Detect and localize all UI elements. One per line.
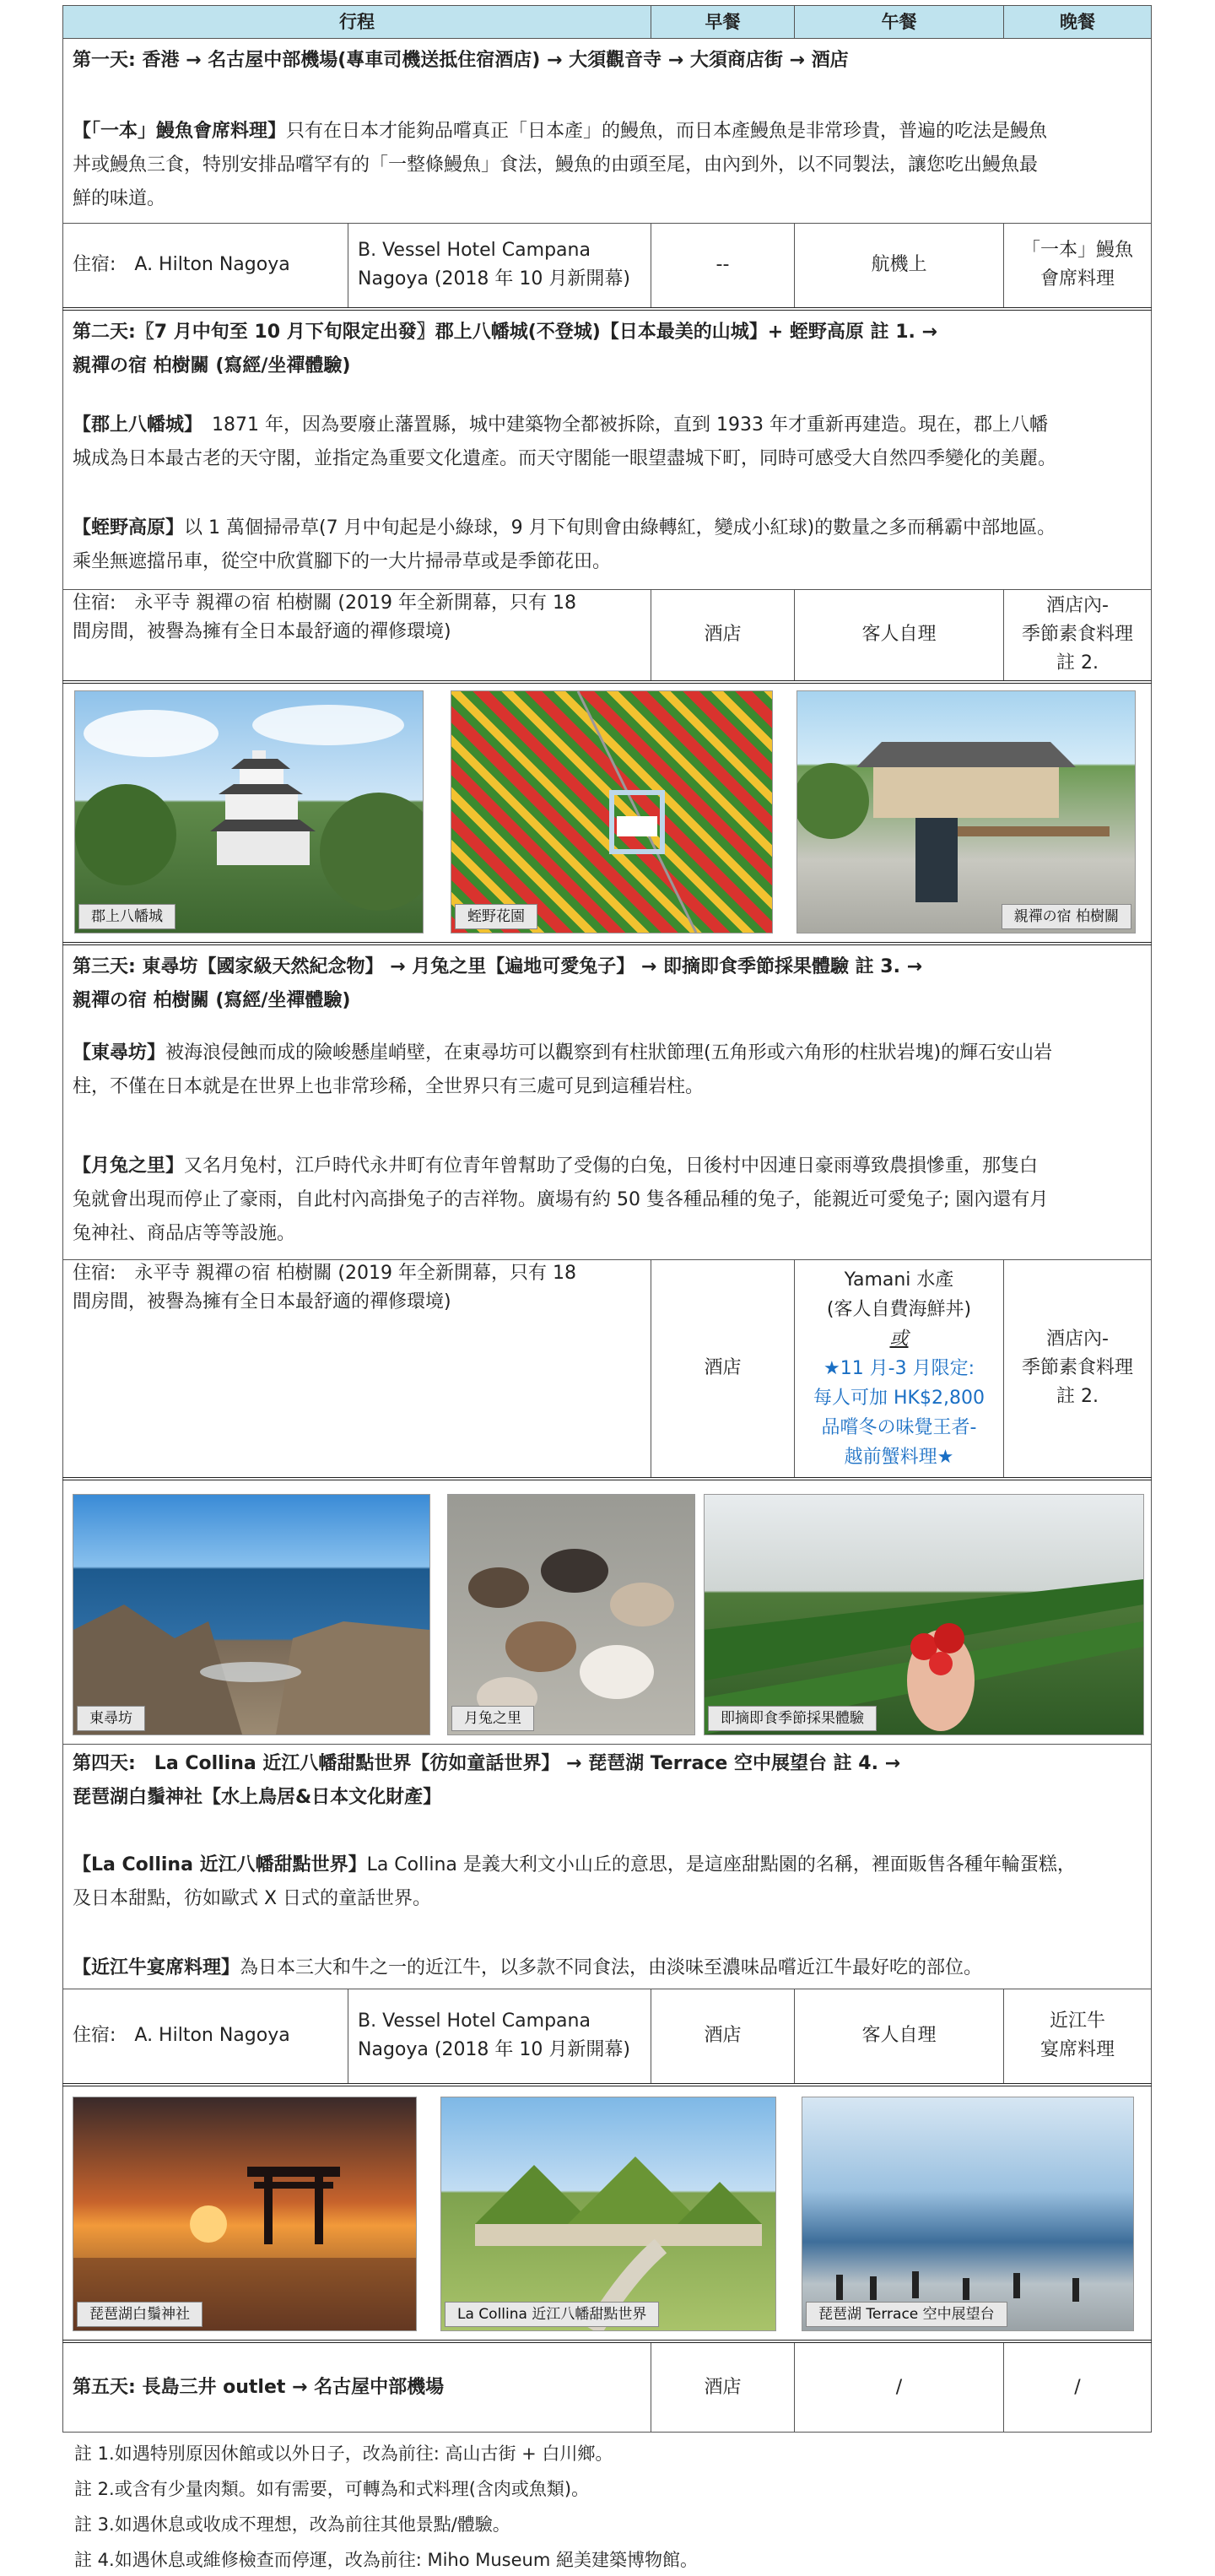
day1-title: 第一天: 香港 → 名古屋中部機場(專車司機送抵住宿酒店) → 大須觀音寺 → 大須商店街 → 酒店 xyxy=(73,50,849,71)
day1-p1-heading: 【「一本」鰻魚會席料理】 xyxy=(73,121,287,142)
day2-p1-heading: 【郡上八幡城】 xyxy=(73,414,194,436)
day4-p2-heading: 【近江牛宴席料理】 xyxy=(73,1957,240,1978)
day4-breakfast: 酒店 xyxy=(704,2025,742,2046)
caption-biwako-terrace: 琵琶湖 Terrace 空中展望台 xyxy=(806,2302,1007,2327)
day2-dinner: 酒店內- 季節素食料理 註 2. xyxy=(1021,595,1133,674)
photo-hiruno-garden xyxy=(451,690,773,934)
day1-breakfast: -- xyxy=(716,254,730,275)
note-4: 註 4.如遇休息或維修檢查而停運，改為前往: Miho Museum 絕美建築博物館。 xyxy=(74,2550,698,2570)
day4-hotel-label: 住宿: A. Hilton Nagoya xyxy=(73,2025,290,2046)
day2-paragraph-1: 【郡上八幡城】 1871 年，因為要廢止藩置縣，城中建築物全都被拆除，直到 1933 年才重新再建造。現在，郡上八幡 城成為日本最古老的天守閣，並指定為重要文化遺產。而天守閣能一眼望盡城下町，同時可感受大自然四季變化的美麗。 xyxy=(73,414,1057,469)
day2-hotel: 住宿: 永平寺 親禪の宿 柏樹關 (2019 年全新開幕，只有 18 間房間，被譽為擁有全日本最舒適的禪修環境) xyxy=(73,593,576,642)
day5-breakfast: 酒店 xyxy=(704,2377,742,2398)
photo-biwako-terrace xyxy=(802,2097,1134,2331)
day1-lunch: 航機上 xyxy=(871,254,927,275)
day5-title: 第五天: 長島三井 outlet → 名古屋中部機場 xyxy=(73,2377,445,2398)
day1-paragraph xyxy=(73,115,1140,216)
day4-paragraph-2: 【近江牛宴席料理】為日本三大和牛之一的近江牛，以多款不同食法，由淡味至濃味品嚐近江牛最好吃的部位。 xyxy=(73,1957,983,1978)
day2-lunch: 客人自理 xyxy=(861,624,937,645)
photo-shirahige-shrine xyxy=(73,2097,417,2331)
caption-tojinbo: 東尋坊 xyxy=(77,1706,145,1731)
day4-lunch: 客人自理 xyxy=(861,2025,937,2046)
caption-fruit-picking: 即摘即食季節採果體驗 xyxy=(708,1706,877,1731)
caption-shirahige-shrine: 琵琶湖白鬚神社 xyxy=(77,2302,202,2327)
day3-paragraph-1: 【東尋坊】被海浪侵蝕而成的險峻懸崖峭壁，在東尋坊可以觀察到有柱狀節理(五角形或六角形的柱狀岩塊)的輝石安山岩 柱，不僅在日本就是在世界上也非常珍稀，全世界只有三處可見到這種岩柱。 xyxy=(73,1042,1053,1097)
day2-title: 第二天:〖7 月中旬至 10 月下旬限定出發〗郡上八幡城(不登城)【日本最美的山城】+ 蛭野高原 註 1. → 親禪の宿 柏樹關 (寫經/坐禪體驗) xyxy=(73,322,937,376)
header-itinerary: 行程 xyxy=(62,5,651,39)
day3-paragraph-2: 【月兔之里】又名月兔村，江戶時代永井町有位青年曾幫助了受傷的白兔，日後村中因連日豪雨導致農損慘重，那隻白 兔就會出現而停止了豪雨，自此村內高掛兔子的吉祥物。廣場有約 50 隻各種品種的兔子，能親近可愛兔子; 園內還有月 兔神社、商品店等等設施。 xyxy=(73,1155,1049,1244)
day1-p1-text-2: 丼或鰻魚三食，特別安排品嚐罕有的「一整條鰻魚」食法，鰻魚的由頭至尾，由內到外，以不同製法，讓您吃出鰻魚最 xyxy=(73,154,1039,176)
header-lunch: 午餐 xyxy=(794,5,1004,39)
day2-paragraph-2: 【蛭野高原】以 1 萬個掃帚草(7 月中旬起是小綠球，9 月下旬則會由綠轉紅，變成小紅球)的數量之多而稱霸中部地區。 乘坐無遮擋吊車，從空中欣賞腳下的一大片掃帚草或是季節花田。 xyxy=(73,517,1056,572)
header-dinner: 晚餐 xyxy=(1003,5,1152,39)
note-3: 註 3.如遇休息或收成不理想，改為前往其他景點/體驗。 xyxy=(74,2514,510,2535)
photo-rabbit-village xyxy=(447,1494,695,1735)
day3-title: 第三天: 東尋坊【國家級天然紀念物】 → 月兔之里【遍地可愛兔子】 → 即摘即食季節採果體驗 註 3. → 親禪の宿 柏樹關 (寫經/坐禪體驗) xyxy=(73,956,923,1011)
caption-la-collina: La Collina 近江八幡甜點世界 xyxy=(445,2302,659,2327)
day1-p1-text: 只有在日本才能夠品嚐真正「日本產」的鰻魚，而日本產鰻魚是非常珍貴，普遍的吃法是鰻魚 xyxy=(286,121,1048,142)
day3-dinner: 酒店內- 季節素食料理 註 2. xyxy=(1021,1329,1133,1407)
photo-la-collina xyxy=(440,2097,776,2331)
note-2: 註 2.或含有少量肉類。如有需要，可轉為和式料理(含肉或魚類)。 xyxy=(74,2479,590,2499)
day3-p2-heading: 【月兔之里】 xyxy=(73,1155,185,1177)
day3-hotel: 住宿: 永平寺 親禪の宿 柏樹關 (2019 年全新開幕，只有 18 間房間，被譽為擁有全日本最舒適的禪修環境) xyxy=(73,1263,576,1312)
caption-gujo-castle: 郡上八幡城 xyxy=(78,904,176,929)
day3-p1-heading: 【東尋坊】 xyxy=(73,1042,166,1063)
day4-paragraph-1: 【La Collina 近江八幡甜點世界】La Collina 是義大利文小山丘的意思，是這座甜點園的名稱，裡面販售各種年輪蛋糕， 及日本甜點，彷如歐式 X 日式的童話世界。 xyxy=(73,1854,1076,1909)
day1-p1-text-3: 鮮的味道。 xyxy=(73,188,166,209)
day4-dinner: 近江牛 宴席料理 xyxy=(1040,2010,1115,2060)
photo-fruit-picking xyxy=(704,1494,1144,1735)
day2-p2-heading: 【蛭野高原】 xyxy=(73,517,185,538)
caption-hakujukan: 親禪の宿 柏樹關 xyxy=(1002,904,1131,929)
day3-breakfast: 酒店 xyxy=(704,1357,742,1378)
day5-dinner: / xyxy=(1074,2377,1081,2398)
day5-lunch: / xyxy=(895,2377,903,2398)
header-breakfast: 早餐 xyxy=(651,5,795,39)
day1-hotel-label: 住宿: A. Hilton Nagoya xyxy=(73,254,290,275)
photo-hakujukan xyxy=(796,690,1136,934)
photo-gujo-castle xyxy=(74,690,424,934)
day1-hotel-b: B. Vessel Hotel Campana Nagoya (2018 年 10 月新開幕) xyxy=(358,240,630,290)
day3-lunch: Yamani 水產 (客人自費海鮮丼) 或 ★11 月-3 月限定: 每人可加 HK$2,800 品嚐冬の味覺王者- 越前蟹料理★ xyxy=(813,1269,985,1468)
caption-rabbit-village: 月兔之里 xyxy=(451,1706,534,1731)
day2-breakfast: 酒店 xyxy=(704,624,742,645)
caption-hiruno-garden: 蛭野花園 xyxy=(455,904,537,929)
day4-hotel-b: B. Vessel Hotel Campana Nagoya (2018 年 10 月新開幕) xyxy=(358,2010,630,2060)
day4-title: 第四天: La Collina 近江八幡甜點世界【彷如童話世界】 → 琵琶湖 Terrace 空中展望台 註 4. → 琵琶湖白鬚神社【水上鳥居&日本文化財產】 xyxy=(73,1753,901,1808)
note-1: 註 1.如遇特別原因休館或以外日子，改為前往: 高山古街 + 白川鄉。 xyxy=(74,2443,613,2464)
day1-dinner: 「一本」鰻魚 會席料理 xyxy=(1021,240,1133,290)
photo-tojinbo xyxy=(73,1494,430,1735)
day4-p1-heading: 【La Collina 近江八幡甜點世界】 xyxy=(73,1854,367,1875)
